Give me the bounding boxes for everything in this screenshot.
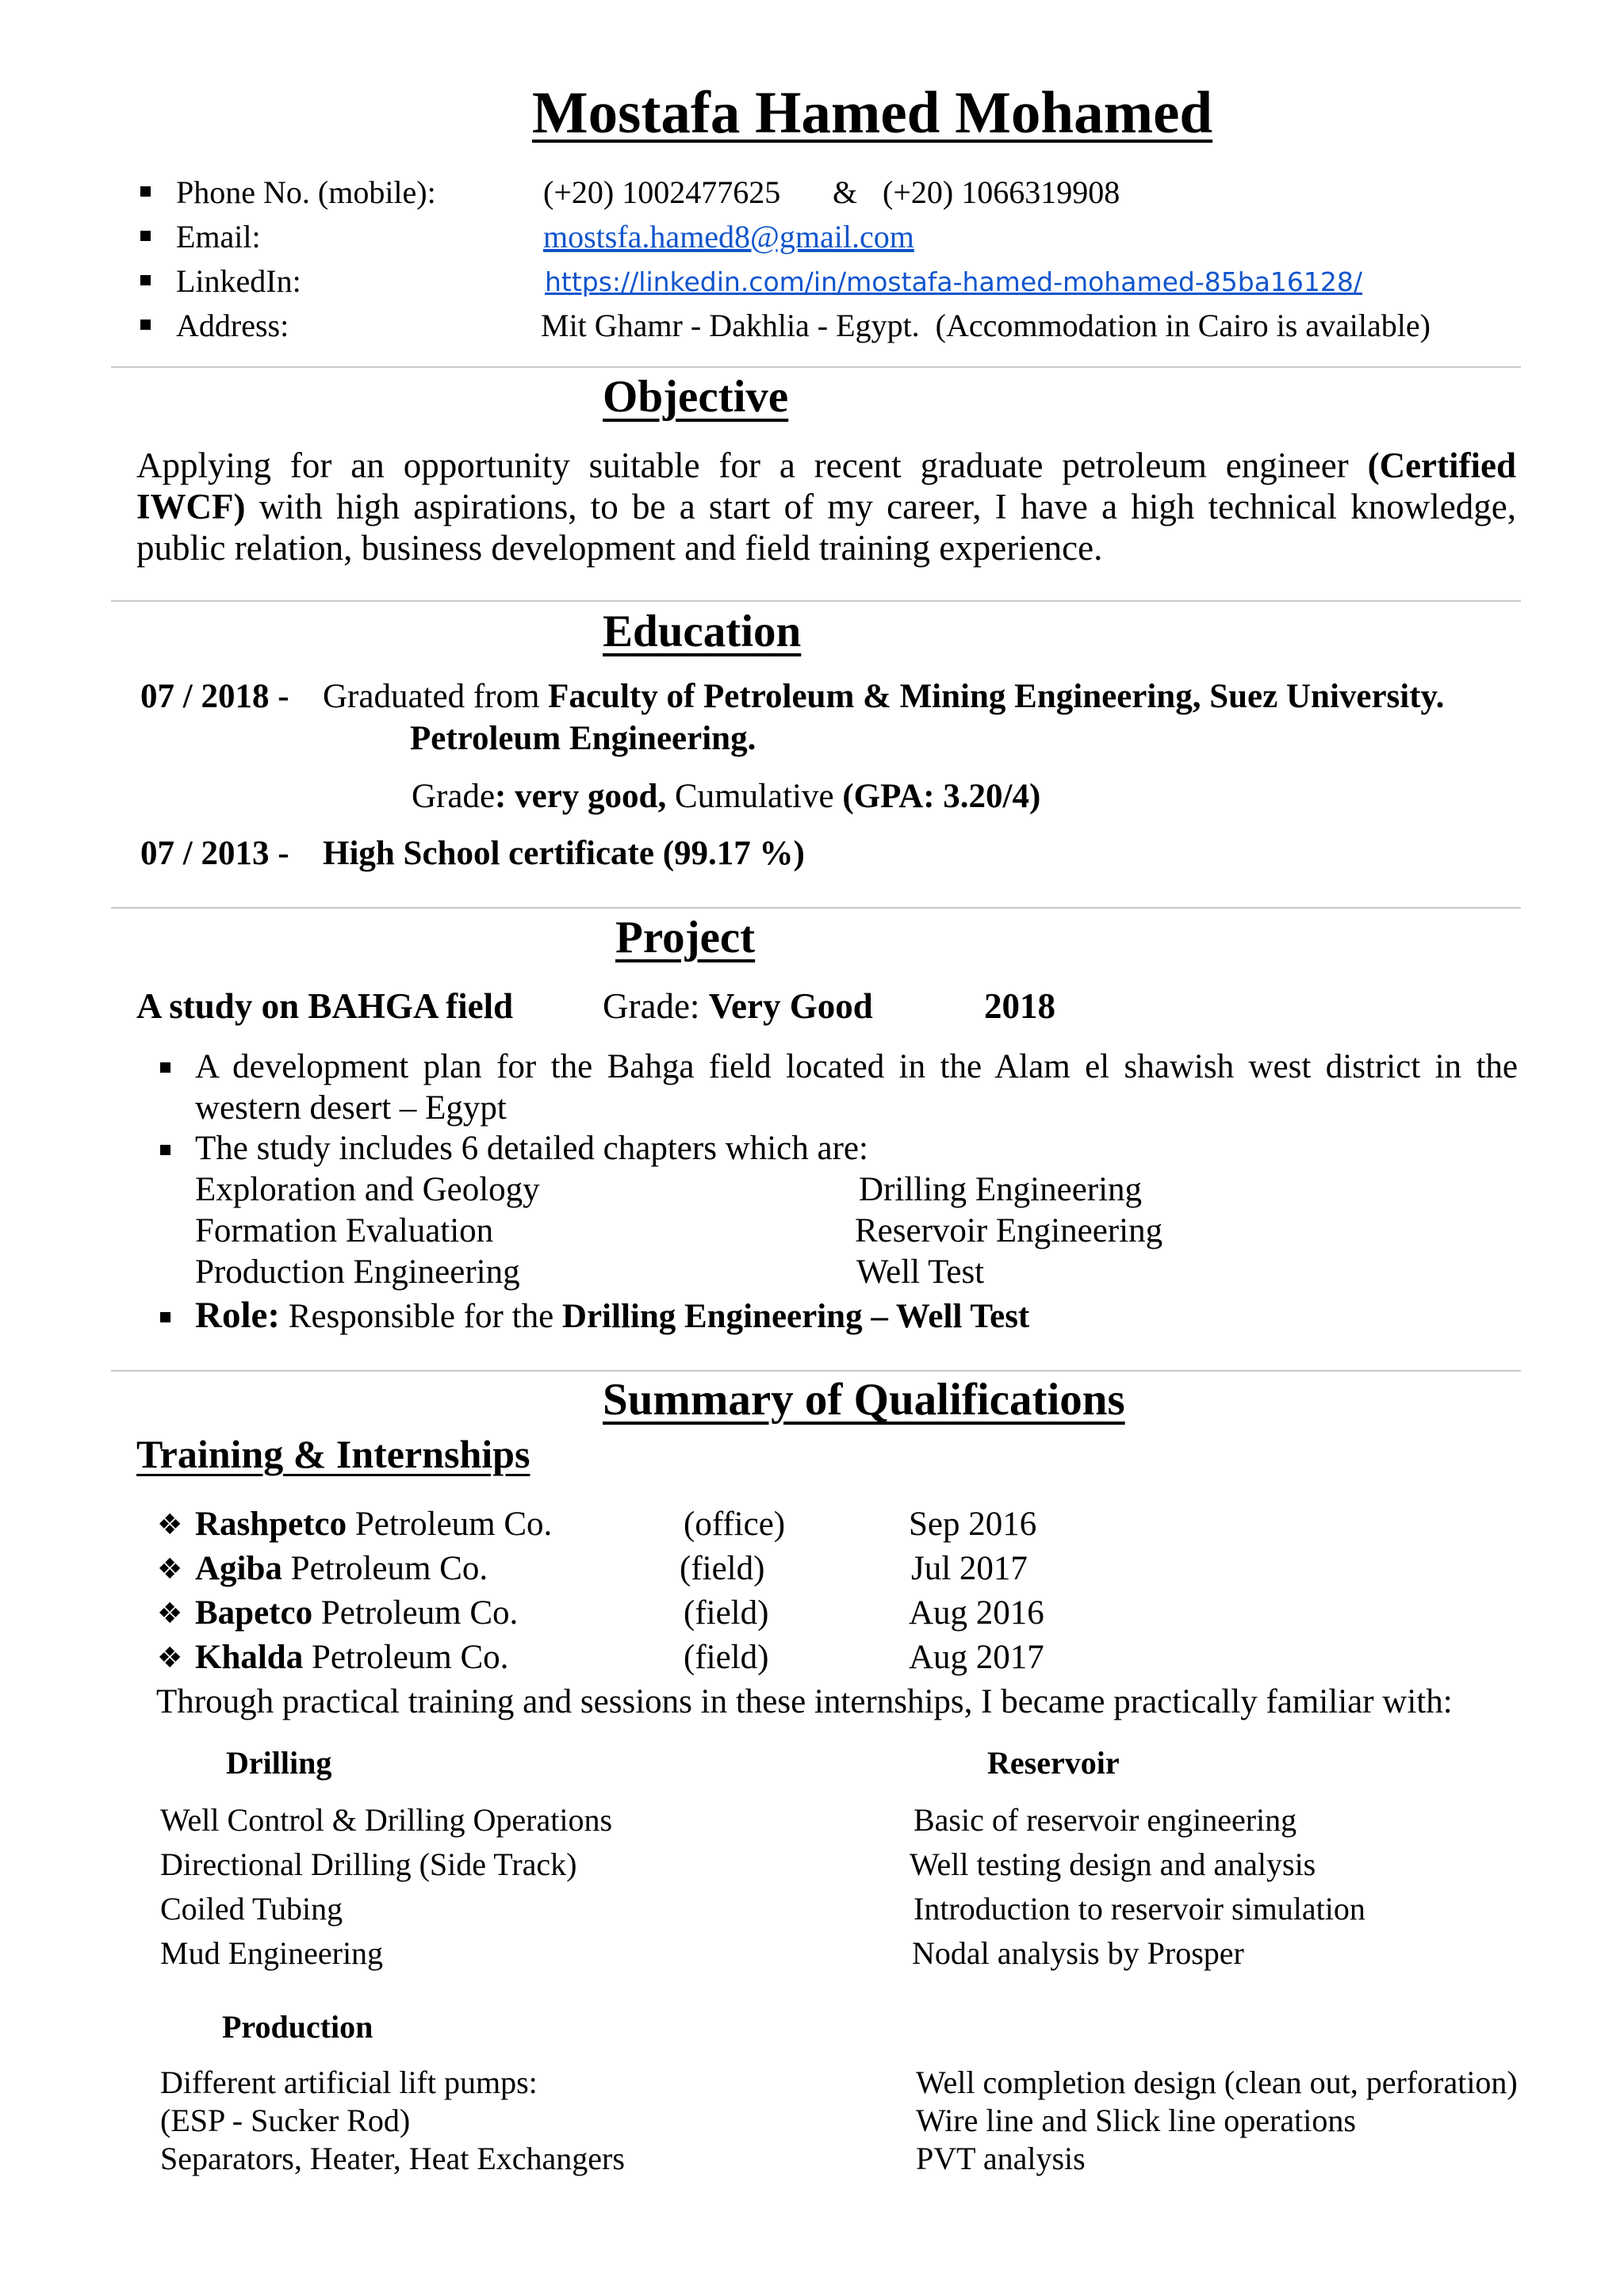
diamond-bullet-icon: ❖ [157, 1642, 183, 1674]
diamond-bullet-icon: ❖ [157, 1598, 183, 1630]
project-role: Role: Responsible for the Drilling Engineering – Well Test [195, 1295, 1030, 1336]
phone-label: Phone No. (mobile): [176, 174, 436, 210]
project-grade: Grade: Very Good [603, 986, 873, 1026]
linkedin-label: LinkedIn: [176, 263, 301, 299]
education-heading: Education [603, 607, 802, 656]
bullet-square [140, 231, 151, 241]
phone-number-2: (+20) 1066319908 [883, 174, 1120, 210]
education-date-2: 07 / 2013 - [140, 835, 289, 872]
reservoir-item: Basic of reservoir engineering [914, 1802, 1297, 1838]
diamond-bullet-icon: ❖ [157, 1509, 183, 1541]
divider [111, 907, 1521, 909]
address-label: Address: [176, 308, 289, 343]
address-value: Mit Ghamr - Dakhlia - Egypt. (Accommodation in Cairo is available) [541, 308, 1431, 343]
chapter-item: Formation Evaluation [195, 1212, 494, 1249]
education-grade: Grade: very good, Cumulative (GPA: 3.20/4) [412, 778, 1041, 815]
chapter-item: Exploration and Geology [195, 1171, 540, 1208]
bullet-square [140, 275, 151, 285]
bullet-square [160, 1312, 170, 1322]
objective-text: Applying for an opportunity suitable for a recent graduate petroleum engineer (Certified IWCF) with high aspirations, to be a start of my career, I have a high technical knowledge, public relation, business development and field training experience. [136, 446, 1516, 568]
drilling-item: Coiled Tubing [160, 1891, 343, 1927]
production-item: (ESP - Sucker Rod) [160, 2103, 411, 2138]
production-heading: Production [222, 2009, 373, 2045]
divider [111, 366, 1521, 368]
bullet-square [160, 1062, 170, 1073]
production-item: PVT analysis [916, 2141, 1086, 2176]
production-item: Different artificial lift pumps: [160, 2064, 538, 2100]
project-bullet-2: The study includes 6 detailed chapters which are: [195, 1130, 868, 1167]
internship-date: Jul 2017 [911, 1550, 1028, 1587]
drilling-heading: Drilling [226, 1745, 332, 1781]
internship-company: Agiba Petroleum Co. [195, 1550, 488, 1587]
qualifications-heading: Summary of Qualifications [603, 1375, 1125, 1425]
reservoir-item: Introduction to reservoir simulation [914, 1891, 1365, 1927]
project-heading: Project [615, 913, 756, 962]
production-item: Well completion design (clean out, perforation) [916, 2064, 1518, 2100]
bullet-square [140, 186, 151, 197]
drilling-item: Well Control & Drilling Operations [160, 1802, 613, 1838]
drilling-item: Mud Engineering [160, 1935, 384, 1971]
internship-company: Rashpetco Petroleum Co. [195, 1506, 553, 1543]
reservoir-heading: Reservoir [987, 1745, 1120, 1781]
drilling-item: Directional Drilling (Side Track) [160, 1846, 577, 1882]
phone-number-1: (+20) 1002477625 [543, 174, 781, 210]
internship-date: Aug 2017 [909, 1639, 1044, 1676]
training-heading: Training & Internships [136, 1432, 530, 1476]
project-title: A study on BAHGA field [136, 986, 514, 1026]
bullet-square [140, 320, 151, 330]
education-date-1: 07 / 2018 - [140, 678, 289, 715]
divider [111, 600, 1521, 602]
internship-type: (field) [680, 1550, 765, 1587]
education-entry-2: High School certificate (99.17 %) [323, 835, 805, 872]
internship-type: (field) [684, 1594, 769, 1632]
resume-name: Mostafa Hamed Mohamed [531, 80, 1213, 146]
linkedin-link[interactable]: https://linkedin.com/in/mostafa-hamed-mohamed-85ba16128/ [545, 266, 1363, 297]
internship-date: Sep 2016 [909, 1506, 1037, 1543]
project-bullet-1: A development plan for the Bahga field located in the Alam el shawish west district in the western desert – Egypt [195, 1048, 1518, 1127]
chapter-item: Well Test [856, 1253, 985, 1291]
training-intro: Through practical training and sessions in these internships, I became practically familiar with: [156, 1683, 1453, 1720]
chapter-item: Drilling Engineering [859, 1171, 1143, 1208]
email-label: Email: [176, 219, 261, 254]
chapter-item: Production Engineering [195, 1253, 520, 1291]
project-year: 2018 [984, 986, 1055, 1026]
education-entry-1: Graduated from Faculty of Petroleum & Mining Engineering, Suez University. [323, 678, 1445, 715]
phone-separator: & [833, 174, 858, 210]
education-major: Petroleum Engineering. [410, 720, 756, 757]
internship-company: Khalda Petroleum Co. [195, 1639, 509, 1676]
email-link[interactable]: mostsfa.hamed8@gmail.com [543, 219, 914, 254]
reservoir-item: Well testing design and analysis [910, 1846, 1316, 1882]
divider [111, 1370, 1521, 1372]
chapter-item: Reservoir Engineering [855, 1212, 1163, 1249]
diamond-bullet-icon: ❖ [157, 1553, 183, 1586]
objective-heading: Objective [603, 372, 789, 422]
reservoir-item: Nodal analysis by Prosper [912, 1935, 1244, 1971]
internship-type: (field) [684, 1639, 769, 1676]
production-item: Separators, Heater, Heat Exchangers [160, 2141, 625, 2176]
internship-company: Bapetco Petroleum Co. [195, 1594, 519, 1632]
internship-date: Aug 2016 [909, 1594, 1044, 1632]
production-item: Wire line and Slick line operations [916, 2103, 1356, 2138]
internship-type: (office) [684, 1506, 786, 1543]
bullet-square [160, 1145, 170, 1155]
